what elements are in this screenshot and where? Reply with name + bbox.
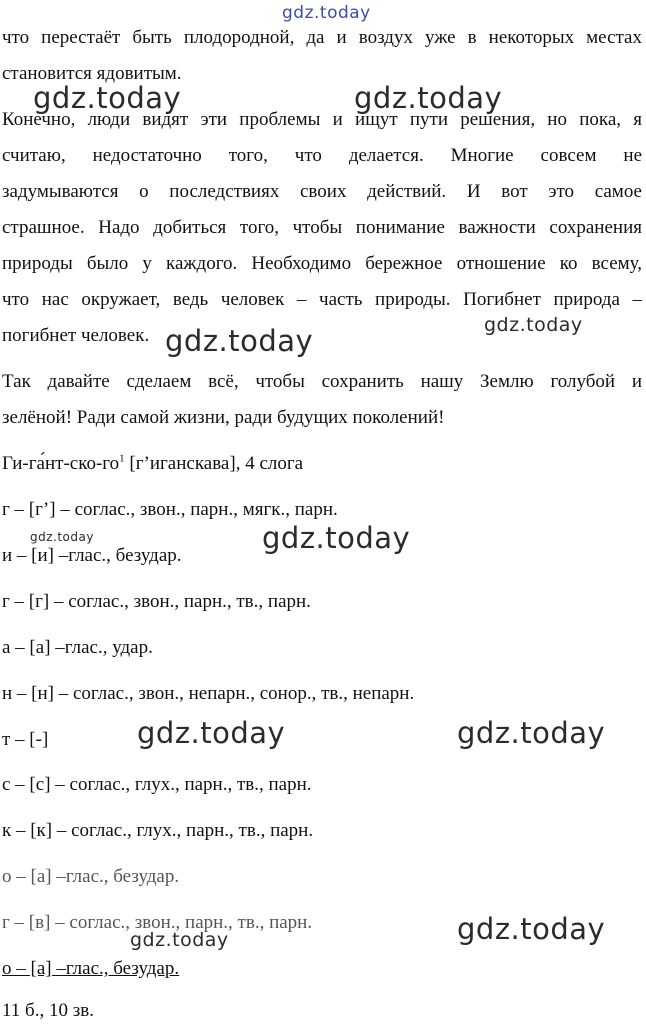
phonetic-row: г – [г] – соглас., звон., парн., тв., парн. bbox=[2, 591, 311, 612]
phonetic-row: г – [в] – соглас., звон., парн., тв., парн. bbox=[2, 912, 313, 933]
footnote-mark: 1 bbox=[119, 452, 125, 465]
phonetic-row: о – [а] –глас., безудар. bbox=[2, 958, 180, 979]
analysis-word: Ги-га́нт-ско-го bbox=[2, 453, 120, 474]
watermark: gdz.today bbox=[165, 324, 314, 358]
paragraph-line: погибнет человек. bbox=[2, 325, 150, 346]
watermark: gdz.today bbox=[457, 912, 606, 946]
paragraph-line: Так давайте сделаем всё, чтобы сохранить нашу Землю голубой и bbox=[2, 371, 642, 392]
phonetic-row: и – [и] –глас., безудар. bbox=[2, 545, 182, 566]
paragraph-line: зелёной! Ради самой жизни, ради будущих поколений! bbox=[2, 407, 445, 428]
paragraph-line: становится ядовитым. bbox=[2, 63, 182, 84]
phonetic-row: о – [а] –глас., безудар. bbox=[2, 866, 180, 887]
paragraph-line: природы было у каждого. Необходимо бережное отношение ко всему, bbox=[2, 253, 642, 274]
watermark: gdz.today bbox=[484, 314, 583, 336]
watermark-top: gdz.today bbox=[282, 3, 371, 23]
phonetic-row: а – [а] –глас., удар. bbox=[2, 637, 153, 658]
phonetic-row: н – [н] – соглас., звон., непарн., сонор., тв., непарн. bbox=[2, 683, 415, 704]
analysis-summary: 11 б., 10 зв. bbox=[2, 1000, 94, 1021]
watermark: gdz.today bbox=[130, 929, 229, 951]
analysis-transcription: [г’иганскава], 4 слога bbox=[124, 453, 304, 474]
paragraph-line: Конечно, люди видят эти проблемы и ищут пути решения, но пока, я bbox=[2, 109, 642, 130]
phonetic-row: к – [к] – соглас., глух., парн., тв., парн. bbox=[2, 820, 314, 841]
phonetic-row: г – [г’] – соглас., звон., парн., мягк., парн. bbox=[2, 499, 338, 520]
watermark: gdz.today bbox=[262, 521, 411, 555]
paragraph-line: задумываются о последствиях своих действий. И вот это самое bbox=[2, 181, 642, 202]
watermark: gdz.today bbox=[137, 716, 286, 750]
analysis-heading bbox=[2, 453, 303, 475]
paragraph-line: страшное. Надо добиться того, чтобы понимание важности сохранения bbox=[2, 217, 642, 238]
phonetic-row: т – [-] bbox=[2, 729, 49, 750]
watermark: gdz.today bbox=[354, 81, 503, 115]
watermark: gdz.today bbox=[30, 530, 94, 544]
paragraph-line: что перестаёт быть плодородной, да и воздух уже в некоторых местах bbox=[2, 27, 642, 48]
paragraph-line: что нас окружает, ведь человек – часть природы. Погибнет природа – bbox=[2, 289, 642, 310]
watermark: gdz.today bbox=[33, 81, 182, 115]
watermark: gdz.today bbox=[457, 716, 606, 750]
paragraph-line: считаю, недостаточно того, что делается. Многие совсем не bbox=[2, 145, 642, 166]
phonetic-row: с – [с] – соглас., глух., парн., тв., парн. bbox=[2, 774, 312, 795]
